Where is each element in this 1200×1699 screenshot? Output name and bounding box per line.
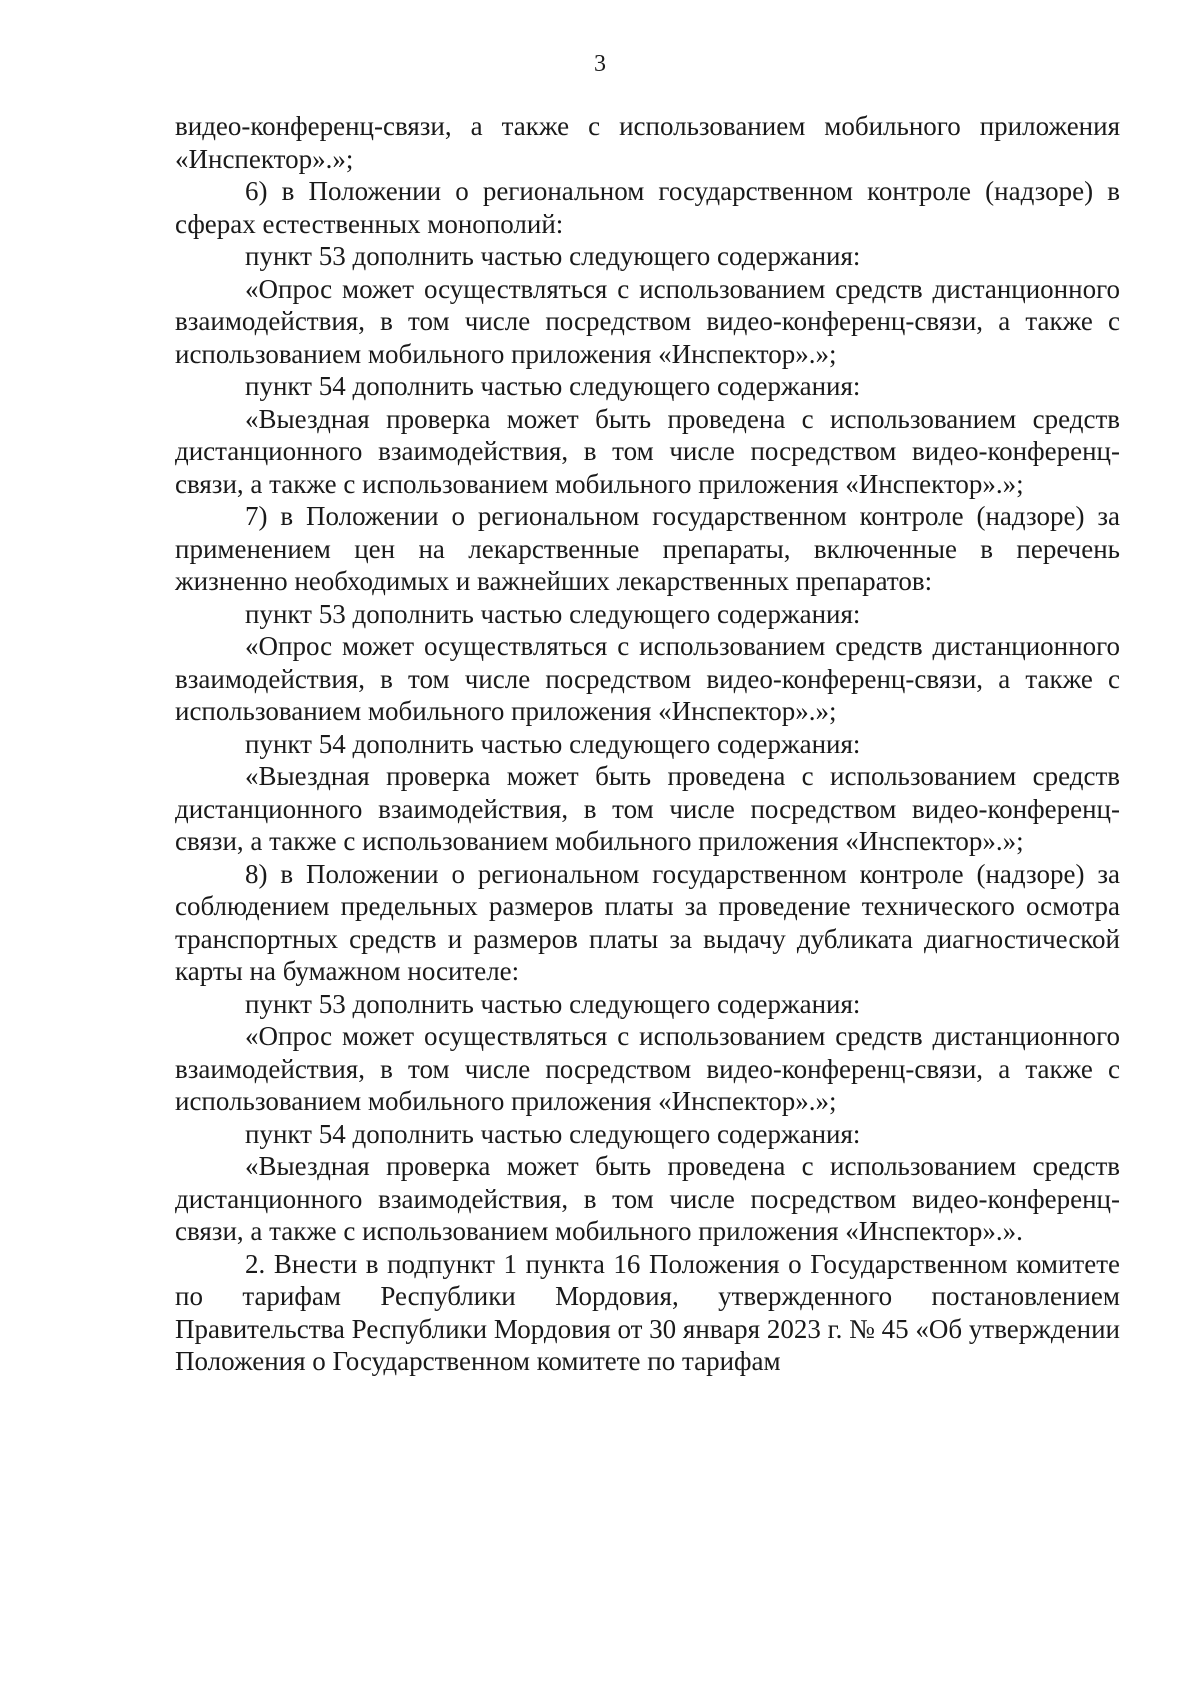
paragraph: 2. Внести в подпункт 1 пункта 16 Положения о Государственном комитете по тарифам Республики Мордовия, утвержденного постановлением Правительства Республики Мордовия от 30 января 2023 г. № 45 «Об утверждении Положения о Государственном комитете по тарифам bbox=[175, 1248, 1120, 1376]
page-number: 3 bbox=[594, 51, 606, 77]
paragraph: 8) в Положении о региональном государственном контроле (надзоре) за соблюдением предельных размеров платы за проведение технического осмотра транспортных средств и размеров платы за выдачу дубликата диагностической карты на бумажном носителе: bbox=[175, 858, 1120, 986]
paragraph: «Выездная проверка может быть проведена с использованием средств дистанционного взаимодействия, в том числе посредством видео-конференц-связи, а также с использованием мобильного приложения «Инспектор».». bbox=[175, 1151, 1120, 1246]
paragraph: «Выездная проверка может быть проведена с использованием средств дистанционного взаимодействия, в том числе посредством видео-конференц-связи, а также с использованием мобильного приложения «Инспектор».»; bbox=[175, 761, 1120, 856]
paragraph: пункт 54 дополнить частью следующего содержания: bbox=[245, 1118, 861, 1149]
paragraph: «Опрос может осуществляться с использованием средств дистанционного взаимодействия, в том числе посредством видео-конференц-связи, а также с использованием мобильного приложения «Инспектор».»; bbox=[175, 273, 1120, 369]
document-body bbox=[175, 110, 1120, 1378]
paragraph: 6) в Положении о региональном государственном контроле (надзоре) в сферах естественных монополий: bbox=[175, 176, 1120, 239]
paragraph: пункт 53 дополнить частью следующего содержания: bbox=[245, 988, 861, 1019]
paragraph: «Опрос может осуществляться с использованием средств дистанционного взаимодействия, в том числе посредством видео-конференц-связи, а также с использованием мобильного приложения «Инспектор».»; bbox=[175, 1021, 1120, 1116]
paragraph: пункт 53 дополнить частью следующего содержания: bbox=[245, 598, 861, 629]
paragraph: пункт 54 дополнить частью следующего содержания: bbox=[245, 728, 861, 759]
paragraph: видео-конференц-связи, а также с использованием мобильного приложения «Инспектор».»; bbox=[175, 111, 1120, 174]
paragraph: 7) в Положении о региональном государственном контроле (надзоре) за применением цен на лекарственные препараты, включенные в перечень жизненно необходимых и важнейших лекарственных препаратов: bbox=[175, 501, 1120, 596]
paragraph: «Выездная проверка может быть проведена с использованием средств дистанционного взаимодействия, в том числе посредством видео-конференц-связи, а также с использованием мобильного приложения «Инспектор».»; bbox=[175, 403, 1120, 499]
paragraph: «Опрос может осуществляться с использованием средств дистанционного взаимодействия, в том числе посредством видео-конференц-связи, а также с использованием мобильного приложения «Инспектор».»; bbox=[175, 631, 1120, 726]
paragraph: пункт 54 дополнить частью следующего содержания: bbox=[245, 371, 861, 401]
paragraph: пункт 53 дополнить частью следующего содержания: bbox=[245, 241, 861, 271]
